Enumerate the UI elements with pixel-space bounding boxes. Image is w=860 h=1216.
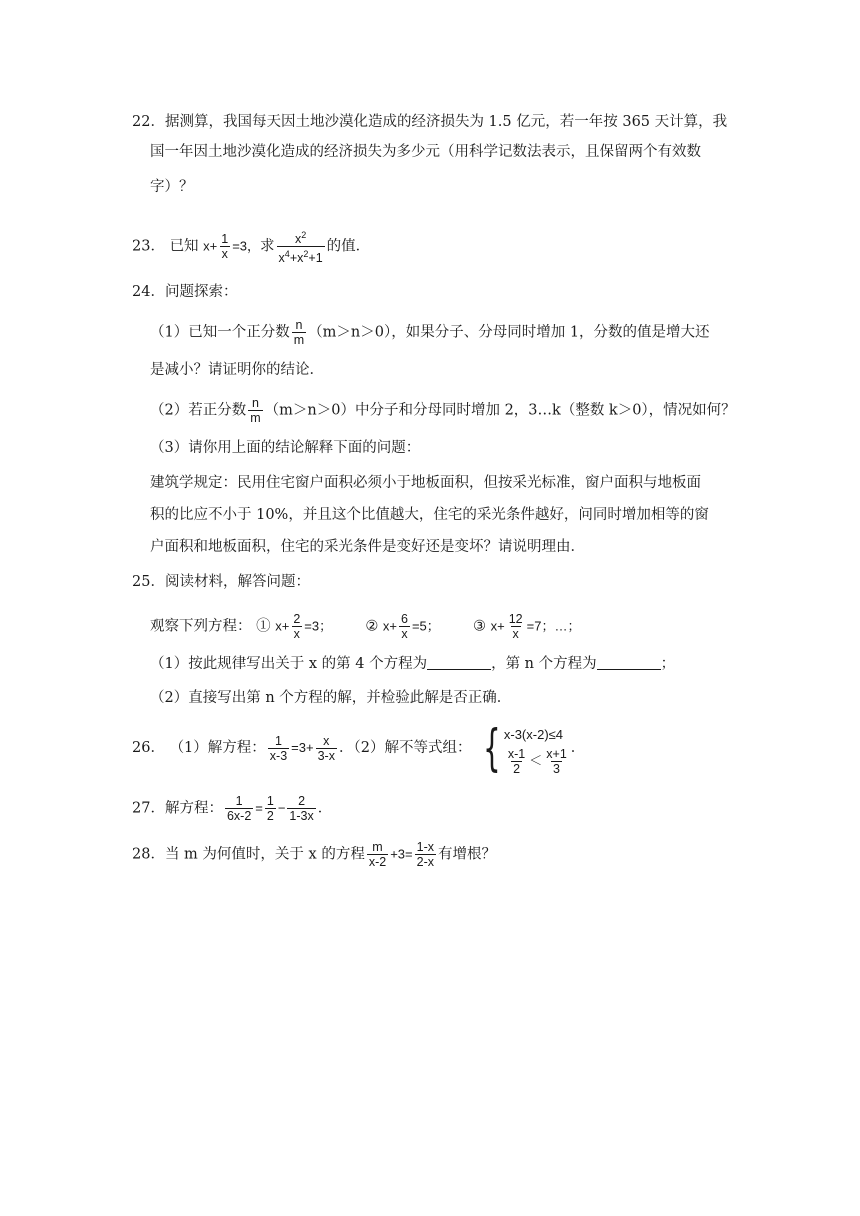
q23-f2-num-exp: 2 (301, 230, 307, 240)
q26-p2: ．（2）解不等式组： (338, 740, 472, 756)
q23-f2-den-a-exp: 4 (284, 249, 290, 260)
q28-b-denominator: 2-x (416, 855, 434, 869)
q23-number: 23． (132, 238, 165, 255)
q26-system-rows (504, 722, 571, 774)
q24-p1-numerator: n (295, 318, 303, 332)
q23-seek: 求 (260, 238, 275, 255)
q26-mid: =3+ (291, 740, 314, 755)
q26-row2 (504, 748, 571, 774)
q23-post: 的值． (326, 238, 371, 255)
q23-f2-den-c: +1 (308, 251, 323, 266)
q25-number: 25． (132, 574, 165, 590)
q24-p2-line (150, 396, 736, 425)
q26-row1: x-3(x-2)≤4 (503, 727, 564, 742)
q23-eq: =3， (232, 238, 261, 254)
left-brace-icon: { (483, 719, 501, 777)
q25-e2-denominator: x (401, 627, 408, 641)
q26-line (132, 719, 586, 777)
q25-e1-fraction (291, 612, 302, 641)
q28-mid: +3= (390, 846, 413, 862)
q23-x: x+ (203, 238, 218, 254)
q26-inequality-system (476, 719, 571, 777)
q25-e2-fraction (399, 612, 410, 641)
q28-number: 28． (132, 846, 165, 863)
q23-f2-den-a: x (278, 251, 285, 266)
q25-e3-x: x+ (490, 618, 505, 634)
q25-e1-eq: =3； (304, 618, 333, 634)
q28-a-numerator: m (372, 840, 383, 854)
q25-e2-x: x+ (382, 618, 398, 634)
q28-pre: 当 m 为何值时，关于 x 的方程 (164, 846, 365, 863)
q23-f2-den-b: +x (289, 251, 304, 266)
q24-p4-line2: 积的比应不小于 10%，并且这个比值越大，住宅的采光条件越好，问同时增加相等的窗 (150, 507, 709, 523)
q23-f1-denominator: x (221, 247, 228, 262)
q25-e2-numerator: 6 (401, 612, 408, 626)
q27-a-numerator: 1 (235, 794, 243, 808)
q23-f2-numerator (293, 228, 308, 246)
q27-line (132, 794, 332, 823)
q27-fraction-b (265, 794, 276, 823)
q24-p4-line1: 建筑学规定：民用住宅窗户面积必须小于地板面积，但按采光标准，窗户面积与地板面 (150, 475, 701, 491)
q23-fraction-2 (277, 228, 325, 265)
q27-fraction-a (225, 794, 253, 823)
q25-equations-line (150, 612, 580, 641)
q26-r2-b-numerator: x+1 (546, 746, 567, 761)
q26-b-denominator: 3-x (317, 748, 335, 763)
q25-e3-eq: =7；…； (526, 618, 581, 634)
q24-p1-c: 是减小？请证明你的结论． (150, 362, 324, 378)
q28-fraction-a (367, 840, 388, 869)
q27-fraction-c (287, 794, 315, 823)
q24-p2-denominator: m (250, 411, 261, 425)
q26-number: 26． (132, 740, 165, 756)
q25-s2: （2）直接写出第 n 个方程的解，并检验此解是否正确． (150, 690, 512, 706)
q28-post: 有增根？ (438, 846, 496, 863)
q26-r2-a-denominator: 2 (513, 761, 521, 776)
q26-r2-lt: ＜ (529, 753, 543, 768)
q22-line3: 字）？ (150, 179, 194, 195)
q25-s1-line (150, 654, 675, 674)
q24-p3: （3）请你用上面的结论解释下面的问题： (150, 440, 421, 456)
q25-e3-numerator: 12 (508, 612, 523, 626)
q26-fraction-b (316, 734, 337, 763)
q24-p2-numerator: n (251, 396, 259, 410)
q25-e2-mark: ② (365, 618, 379, 635)
q25-e3-denominator: x (512, 627, 519, 641)
q23-f2-num-base: x (294, 232, 302, 247)
q27-number: 27． (132, 800, 165, 817)
q26-a-denominator: x-3 (269, 748, 288, 763)
q28-line (132, 840, 496, 869)
q25-s1-a: （1）按此规律写出关于 x 的第 4 个方程为 (150, 656, 428, 672)
q26-fraction-a (268, 734, 289, 763)
q28-fraction-b (415, 840, 436, 869)
q25-e1-x: x+ (275, 618, 290, 634)
q27-minus: − (277, 800, 286, 816)
q24-p1-b: （m＞n＞0），如果分子、分母同时增加 1，分数的值是增大还 (308, 324, 710, 341)
q24-p1-denominator: m (293, 333, 305, 347)
q27-c-numerator: 2 (298, 794, 306, 808)
q24-p2-a: （2）若正分数 (150, 402, 247, 419)
q27-pre: 解方程： (164, 800, 223, 817)
q25-e1-numerator: 2 (293, 612, 301, 626)
q23-f2-denominator (277, 246, 325, 265)
q25-e1-mark: ① (256, 618, 271, 635)
q24-p4-line3: 户面积和地板面积，住宅的采光条件是变好还是变坏？请说明理由． (150, 539, 585, 555)
q27-b-denominator: 2 (266, 809, 274, 823)
q28-b-numerator: 1-x (416, 840, 434, 854)
q27-a-denominator: 6x-2 (226, 809, 252, 823)
q24-p1-line (150, 318, 710, 347)
q25-e3-mark: ③ (473, 618, 487, 635)
q25-observe: 观察下列方程： (150, 618, 252, 635)
q27-end: ． (317, 800, 333, 817)
q22-text-1: 据测算，我国每天因土地沙漠化造成的经济损失为 1.5 亿元，若一年按 365 天计算，我 (164, 114, 728, 130)
q25-e1-denominator: x (293, 627, 300, 641)
q25-s1-b: ，第 n 个方程为 (491, 656, 597, 672)
q23-f2-den-b-exp: 2 (303, 249, 309, 260)
q25-e2-eq: =5； (411, 618, 440, 634)
q24-p1-fraction (292, 318, 306, 347)
q26-r2-fraction-a (506, 747, 527, 776)
q26-p1: （1）解方程： (169, 740, 266, 756)
q24-number: 24． (132, 284, 165, 300)
q24-title-line (132, 282, 237, 302)
q23-line (132, 228, 370, 265)
q25-e3-fraction (507, 612, 525, 641)
q23-f1-numerator: 1 (221, 232, 229, 247)
q25-title-line (132, 572, 310, 592)
q25-answer-blank-2[interactable] (597, 655, 661, 670)
q26-r2-b-denominator: 3 (553, 761, 560, 776)
q26-b-numerator: x (323, 733, 330, 748)
q26-a-numerator: 1 (275, 733, 282, 748)
q23-fraction-1 (219, 232, 230, 261)
q26-r2-fraction-b (544, 747, 569, 776)
q22-number: 22． (132, 114, 165, 130)
q24-p2-fraction (248, 396, 262, 425)
q28-a-denominator: x-2 (368, 855, 387, 869)
q25-s1-c: ； (660, 656, 676, 672)
q24-title: 问题探索： (164, 284, 238, 300)
q24-p1-a: （1）已知一个正分数 (150, 324, 290, 341)
q27-b-numerator: 1 (266, 794, 274, 808)
q27-c-denominator: 1-3x (289, 809, 314, 823)
q26-r2-a-numerator: x-1 (507, 746, 526, 761)
q26-end: ． (570, 740, 586, 756)
q25-answer-blank-1[interactable] (427, 655, 491, 670)
q27-eq: = (255, 800, 263, 816)
q22-line2: 国一年因土地沙漠化造成的经济损失为多少元（用科学记数法表示，且保留两个有效数 (150, 144, 701, 160)
q24-p2-b: （m＞n＞0）中分子和分母同时增加 2，3…k（整数 k＞0），情况如何？ (264, 402, 736, 419)
q25-title: 阅读材料，解答问题： (164, 574, 310, 590)
q23-pre: 已知 (169, 238, 199, 255)
q22-line1 (132, 112, 727, 132)
